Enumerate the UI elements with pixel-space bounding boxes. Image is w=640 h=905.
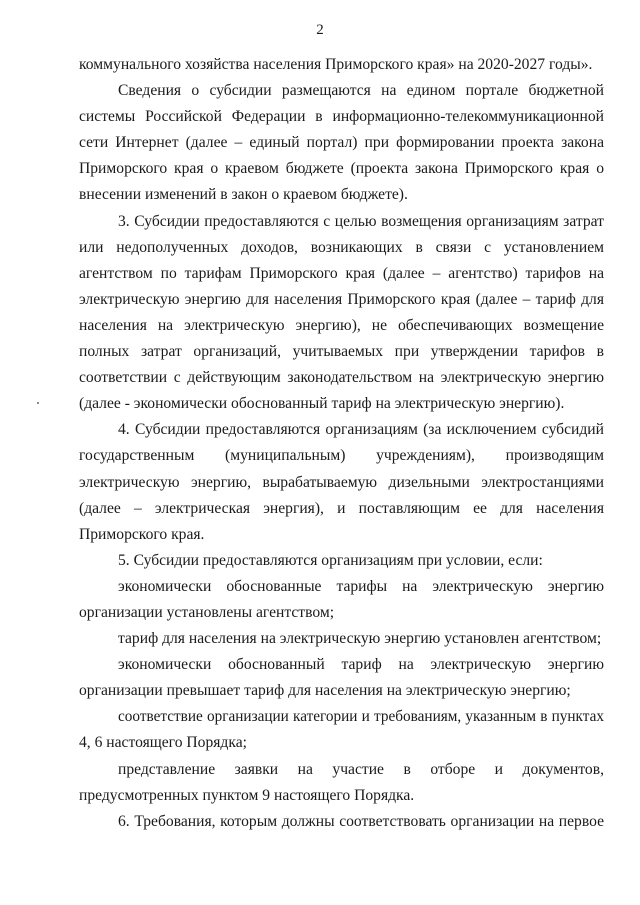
- text-line: государственным (муниципальным) учреждениям), производящим: [79, 447, 604, 465]
- page-number: 2: [316, 22, 324, 38]
- text-line: Сведения о субсидии размещаются на едином портале бюджетной: [118, 82, 604, 100]
- text-line: (далее - экономически обоснованный тариф на электрическую энергию).: [79, 395, 565, 413]
- text-line: полных затрат организаций, учитываемых при утверждении тарифов в: [79, 343, 604, 361]
- scan-speck: [37, 402, 39, 404]
- text-line: населения на электрическую энергию), не обеспечивающих возмещение: [79, 316, 604, 334]
- document-body: [79, 52, 604, 835]
- text-line: 6. Требования, которым должны соответствовать организации на первое: [118, 812, 604, 830]
- text-line: представление заявки на участие в отборе и документов,: [118, 760, 604, 778]
- text-line: организации превышает тариф для населения на электрическую энергию;: [79, 682, 571, 700]
- text-line: 4, 6 настоящего Порядка;: [79, 734, 247, 752]
- text-line: 3. Субсидии предоставляются с целью возмещения организациям затрат: [118, 212, 604, 230]
- text-line: электрическую энергию, вырабатываемую дизельными электростанциями: [79, 473, 604, 491]
- text-line: тариф для населения на электрическую энергию установлен агентством;: [118, 630, 602, 648]
- text-line: организации установлены агентством;: [79, 603, 335, 621]
- text-line: агентством по тарифам Приморского края (далее – агентство) тарифов на: [79, 264, 604, 282]
- text-line: Приморского края о краевом бюджете (проекта закона Приморского края о: [79, 160, 604, 178]
- text-line: 5. Субсидии предоставляются организациям при условии, если:: [118, 551, 543, 569]
- text-line: 4. Субсидии предоставляются организациям (за исключением субсидий: [118, 421, 604, 439]
- text-line: Приморского края.: [79, 525, 205, 543]
- text-line: или недополученных доходов, возникающих в связи с установлением: [79, 238, 604, 256]
- text-line: (далее – электрическая энергия), и поставляющим ее для населения: [79, 499, 604, 517]
- text-line: соответствие организации категории и требованиям, указанным в пунктах: [118, 708, 604, 726]
- text-line: экономически обоснованный тариф на электрическую энергию: [118, 656, 604, 674]
- text-line: сети Интернет (далее – единый портал) при формировании проекта закона: [79, 134, 604, 152]
- text-line: электрическую энергию для населения Приморского края (далее – тариф для: [79, 290, 604, 308]
- text-line: предусмотренных пунктом 9 настоящего Порядка.: [79, 786, 415, 804]
- text-line: системы Российской Федерации в информационно-телекоммуникационной: [79, 108, 604, 126]
- text-line: коммунального хозяйства населения Приморского края» на 2020-2027 годы».: [79, 56, 593, 73]
- text-line: экономически обоснованные тарифы на электрическую энергию: [118, 577, 604, 595]
- text-line: внесении изменений в закон о краевом бюджете).: [79, 186, 408, 204]
- text-line: соответствии с действующим законодательством на электрическую энергию: [79, 369, 604, 387]
